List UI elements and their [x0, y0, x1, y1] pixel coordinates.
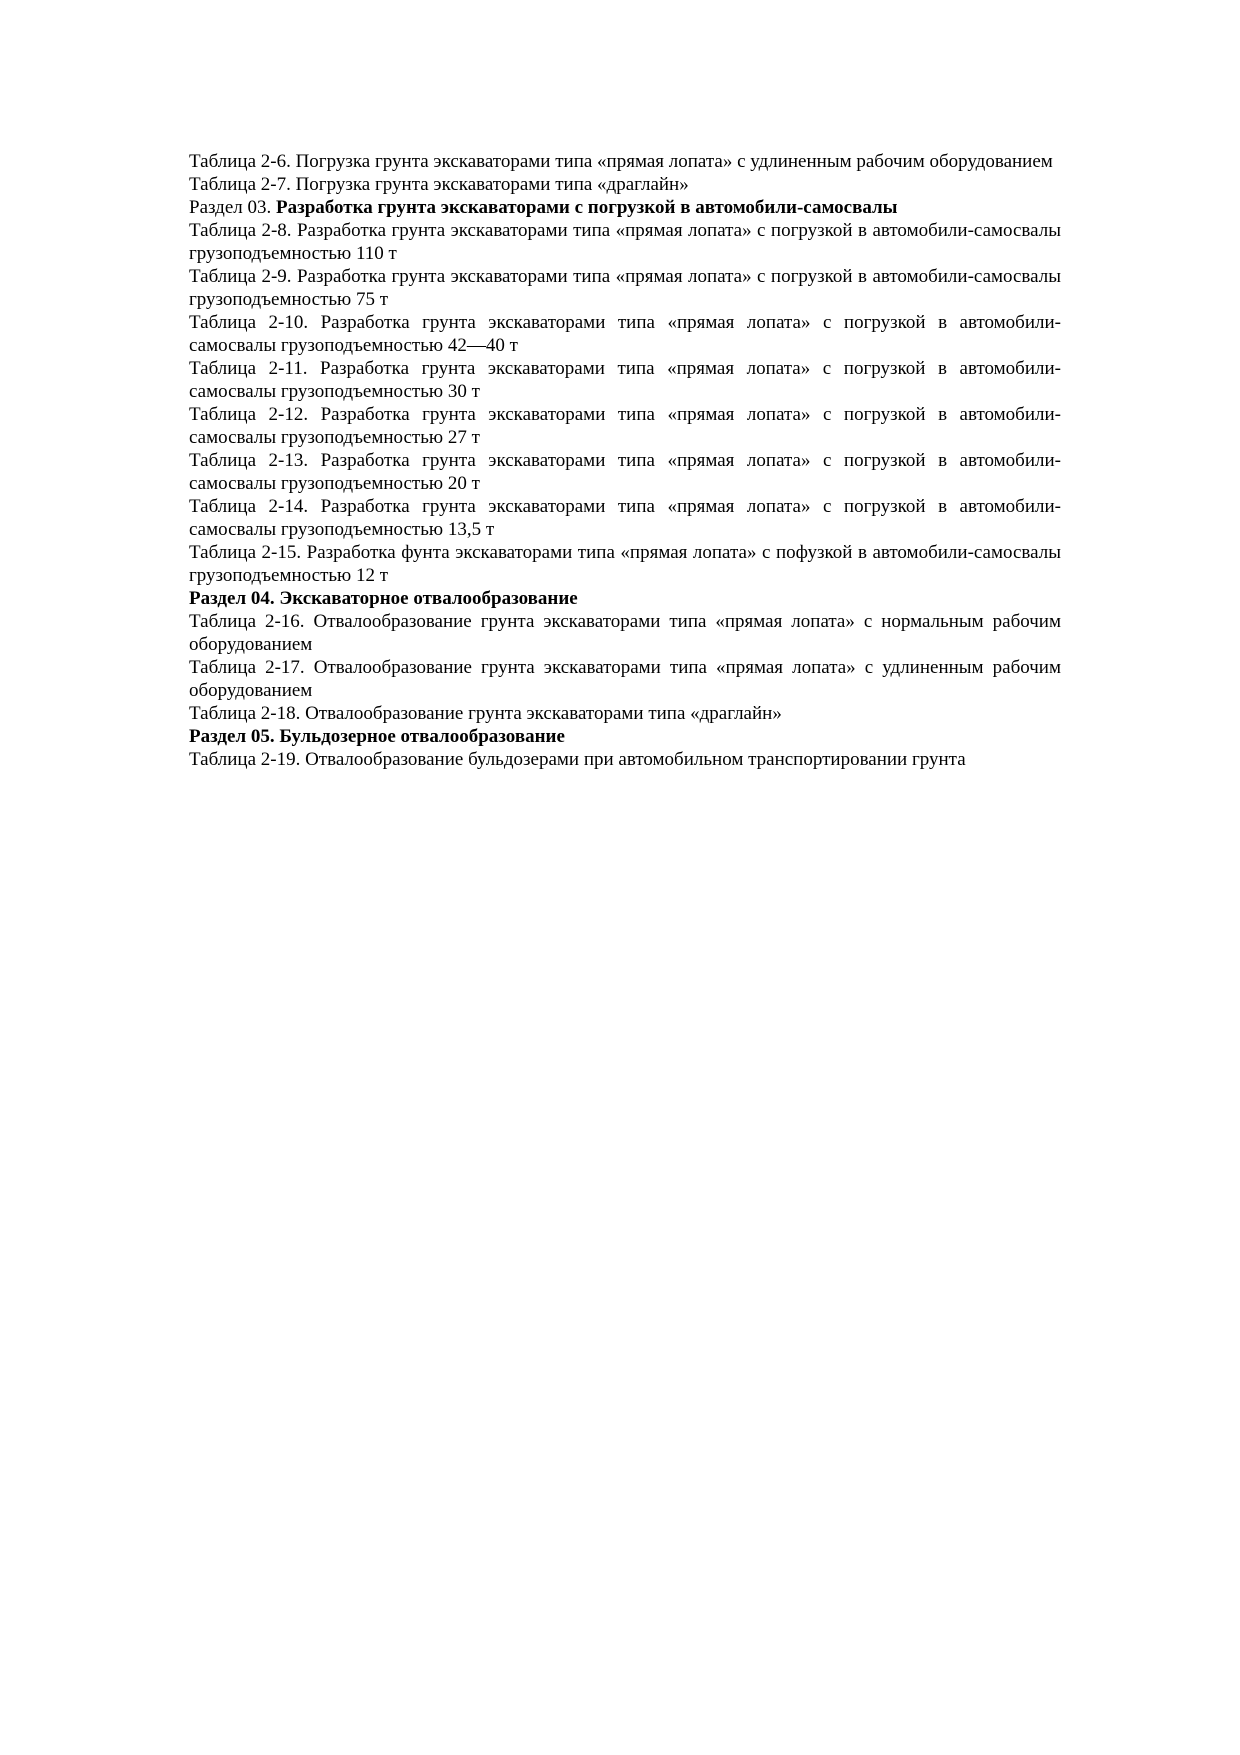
entry-text: Таблица 2-14. Разработка грунта экскаваторами типа «прямая лопата» с погрузкой в автомобили-самосвалы грузоподъемностью 13,5 т	[189, 496, 1061, 540]
table-entry-2-13	[189, 449, 1061, 495]
entry-text: Таблица 2-10. Разработка грунта экскаваторами типа «прямая лопата» с погрузкой в автомобили-самосвалы грузоподъемностью 42—40 т	[189, 312, 1061, 356]
section-prefix: Раздел 03.	[189, 197, 276, 218]
entry-text: Таблица 2-6. Погрузка грунта экскаваторами типа «прямая лопата» с удлиненным рабочим оборудованием	[189, 151, 1053, 172]
section-heading-05	[189, 725, 1061, 748]
entry-text: Таблица 2-8. Разработка грунта экскаваторами типа «прямая лопата» с погрузкой в автомобили-самосвалы грузоподъемностью 110 т	[189, 220, 1061, 264]
table-entry-2-14	[189, 495, 1061, 541]
table-entry-2-11	[189, 357, 1061, 403]
section-title: Разработка грунта экскаваторами с погрузкой в автомобили-самосвалы	[276, 197, 898, 218]
entry-text: Таблица 2-7. Погрузка грунта экскаваторами типа «драглайн»	[189, 174, 689, 195]
table-entry-2-8	[189, 219, 1061, 265]
table-entry-2-9	[189, 265, 1061, 311]
entry-text: Таблица 2-16. Отвалообразование грунта экскаваторами типа «прямая лопата» с нормальным рабочим оборудованием	[189, 611, 1061, 655]
table-entry-2-18	[189, 702, 1061, 725]
entry-text: Таблица 2-18. Отвалообразование грунта экскаваторами типа «драглайн»	[189, 703, 782, 724]
table-entry-2-10	[189, 311, 1061, 357]
entry-text: Таблица 2-17. Отвалообразование грунта экскаваторами типа «прямая лопата» с удлиненным рабочим оборудованием	[189, 657, 1061, 701]
table-entry-2-12	[189, 403, 1061, 449]
section-title: Раздел 05. Бульдозерное отвалообразование	[189, 726, 565, 747]
table-entry-2-6	[189, 150, 1061, 173]
entry-text: Таблица 2-15. Разработка фунта экскаваторами типа «прямая лопата» с пофузкой в автомобили-самосвалы грузоподъемностью 12 т	[189, 542, 1061, 586]
table-entry-2-17	[189, 656, 1061, 702]
entry-text: Таблица 2-12. Разработка грунта экскаваторами типа «прямая лопата» с погрузкой в автомобили-самосвалы грузоподъемностью 27 т	[189, 404, 1061, 448]
table-entry-2-16	[189, 610, 1061, 656]
document-body	[189, 150, 1061, 771]
section-title: Раздел 04. Экскаваторное отвалообразование	[189, 588, 578, 609]
section-heading-04	[189, 587, 1061, 610]
table-entry-2-19	[189, 748, 1061, 771]
entry-text: Таблица 2-11. Разработка грунта экскаваторами типа «прямая лопата» с погрузкой в автомобили-самосвалы грузоподъемностью 30 т	[189, 358, 1061, 402]
table-entry-2-15	[189, 541, 1061, 587]
entry-text: Таблица 2-13. Разработка грунта экскаваторами типа «прямая лопата» с погрузкой в автомобили-самосвалы грузоподъемностью 20 т	[189, 450, 1061, 494]
entry-text: Таблица 2-9. Разработка грунта экскаваторами типа «прямая лопата» с погрузкой в автомобили-самосвалы грузоподъемностью 75 т	[189, 266, 1061, 310]
table-entry-2-7	[189, 173, 1061, 196]
entry-text: Таблица 2-19. Отвалообразование бульдозерами при автомобильном транспортировании грунта	[189, 749, 966, 770]
section-heading-03	[189, 196, 1061, 219]
